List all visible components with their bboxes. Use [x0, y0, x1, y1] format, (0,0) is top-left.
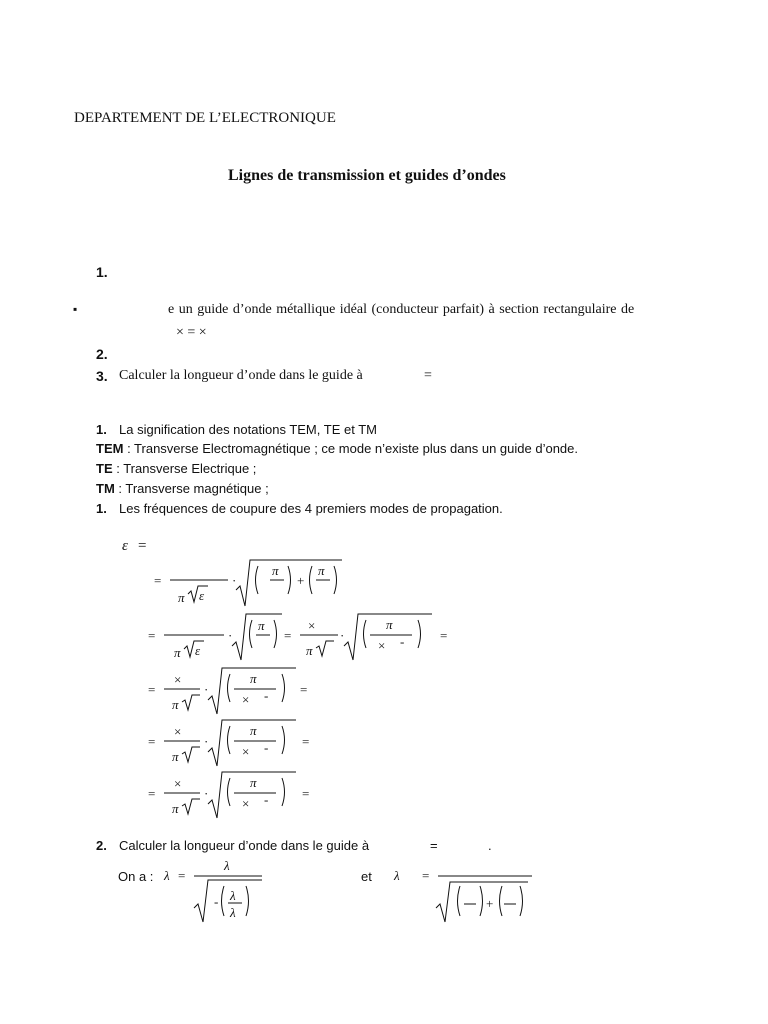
- svg-text:+: +: [297, 573, 305, 588]
- question-3-text: Calculer la longueur d’onde dans le guide à: [119, 368, 363, 383]
- solution-1-number: 1.: [96, 422, 107, 437]
- tem-label: TEM: [96, 441, 124, 456]
- svg-text:π: π: [318, 563, 325, 578]
- guide-dimensions: × = ×: [176, 325, 207, 340]
- svg-text:×: ×: [242, 744, 250, 759]
- tm-label: TM: [96, 481, 115, 496]
- svg-text:×: ×: [174, 672, 182, 687]
- svg-text:π: π: [172, 697, 179, 712]
- tm-line: [96, 481, 269, 496]
- svg-text:=: =: [148, 734, 156, 749]
- tm-text: : Transverse magnétique ;: [114, 481, 269, 496]
- svg-text:π: π: [250, 775, 257, 790]
- solution-3-number: 2.: [96, 838, 107, 853]
- svg-text:-: -: [264, 792, 269, 807]
- svg-text:-: -: [264, 740, 269, 755]
- svg-text:π: π: [172, 749, 179, 764]
- epsilon-symbol: ε: [122, 538, 128, 554]
- formula-mode-2: [146, 716, 326, 766]
- svg-text:·: ·: [340, 628, 345, 643]
- guide-description: e un guide d’onde métallique idéal (conducteur parfait) à section rectangulaire de: [168, 302, 635, 317]
- svg-text:=: =: [148, 682, 156, 697]
- solution-2-number: 1.: [96, 501, 107, 516]
- te-text: : Transverse Electrique ;: [112, 461, 257, 476]
- solution-3-text: Calculer la longueur d’onde dans le guide à: [119, 838, 370, 853]
- svg-text:=: =: [148, 786, 156, 801]
- solution-1-text: La signification des notations TEM, TE et TM: [119, 422, 377, 437]
- svg-text:π: π: [174, 645, 181, 660]
- department-heading: DEPARTEMENT DE L’ELECTRONIQUE: [74, 110, 336, 126]
- tem-text: : Transverse Electromagnétique ; ce mode n’existe plus dans un guide d’onde.: [123, 441, 579, 456]
- svg-text:×: ×: [242, 692, 250, 707]
- svg-text:·: ·: [204, 786, 209, 801]
- svg-text:λ: λ: [224, 858, 230, 873]
- svg-text:λ: λ: [164, 868, 170, 883]
- te-label: TE: [96, 461, 113, 476]
- svg-text:-: -: [214, 894, 219, 909]
- svg-text:λ: λ: [230, 905, 236, 920]
- svg-text:×: ×: [308, 618, 316, 633]
- formula-mode-3: [146, 768, 326, 818]
- svg-text:-: -: [400, 634, 405, 649]
- svg-text:·: ·: [204, 734, 209, 749]
- svg-text:π: π: [178, 590, 185, 605]
- svg-text:×: ×: [174, 776, 182, 791]
- svg-text:=: =: [148, 628, 156, 643]
- svg-text:=: =: [154, 573, 162, 588]
- svg-text:·: ·: [204, 682, 209, 697]
- svg-text:=: =: [300, 682, 308, 697]
- svg-text:×: ×: [174, 724, 182, 739]
- solution-2-text: Les fréquences de coupure des 4 premiers modes de propagation.: [119, 501, 503, 516]
- question-3-equals: =: [424, 368, 432, 383]
- solution-3-equals: =: [430, 838, 438, 853]
- svg-text:+: +: [486, 896, 494, 911]
- formula-cutoff-general: [150, 556, 350, 606]
- page-title: Lignes de transmission et guides d’ondes: [228, 167, 506, 184]
- svg-text:π: π: [386, 617, 393, 632]
- question-2-number: 2.: [96, 346, 108, 362]
- svg-text:π: π: [172, 801, 179, 816]
- svg-text:·: ·: [228, 628, 233, 643]
- formula-cutoff-numeric: [146, 610, 456, 660]
- bullet-icon: ▪: [73, 302, 78, 316]
- svg-text:ε: ε: [195, 643, 201, 658]
- svg-text:λ: λ: [230, 888, 236, 903]
- solution-3-dot: .: [488, 838, 492, 853]
- svg-text:π: π: [306, 643, 313, 658]
- tem-line: [96, 441, 578, 456]
- svg-text:×: ×: [242, 796, 250, 811]
- svg-text:π: π: [250, 723, 257, 738]
- svg-text:π: π: [258, 618, 265, 633]
- svg-text:ε: ε: [199, 588, 205, 603]
- on-a-label: On a :: [118, 869, 154, 884]
- svg-text:=: =: [284, 628, 292, 643]
- svg-text:=: =: [178, 868, 186, 883]
- svg-text:π: π: [250, 671, 257, 686]
- formula-lambda-cutoff: [392, 858, 542, 928]
- svg-text:λ: λ: [394, 868, 400, 883]
- svg-text:=: =: [302, 786, 310, 801]
- formula-lambda-guide: [162, 856, 272, 926]
- question-3-number: 3.: [96, 368, 108, 384]
- svg-text:=: =: [422, 868, 430, 883]
- svg-text:=: =: [440, 628, 448, 643]
- svg-text:=: =: [302, 734, 310, 749]
- formula-mode-1: [146, 664, 326, 714]
- question-1-number: 1.: [96, 264, 108, 280]
- epsilon-equals: =: [138, 538, 147, 554]
- te-line: [96, 461, 256, 476]
- svg-text:-: -: [264, 688, 269, 703]
- svg-text:π: π: [272, 563, 279, 578]
- svg-text:×: ×: [378, 638, 386, 653]
- svg-text:·: ·: [232, 573, 237, 588]
- et-label: et: [361, 869, 372, 884]
